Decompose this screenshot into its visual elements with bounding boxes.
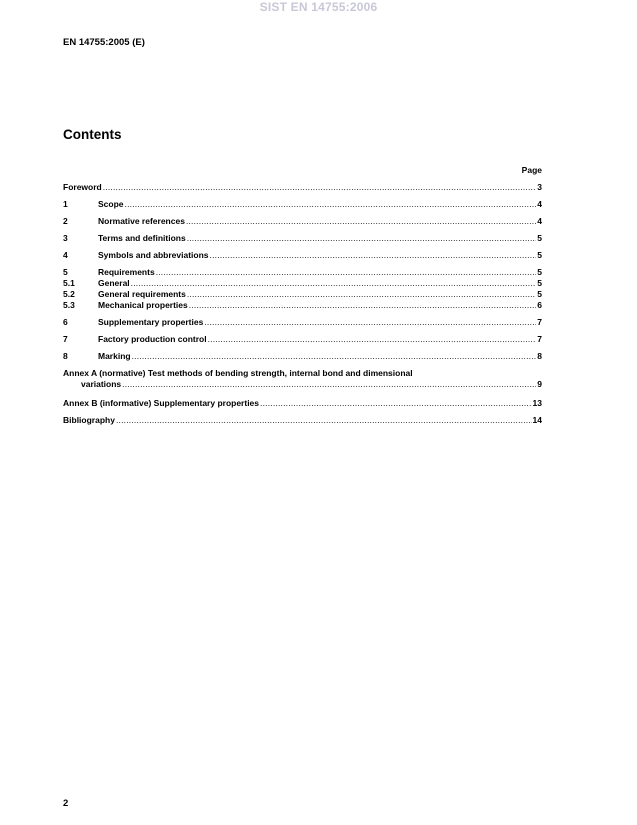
toc-leader-dots <box>116 415 532 426</box>
toc-entry-mechanical-properties[interactable] <box>63 300 542 311</box>
toc-entry-number: 5 <box>63 267 68 277</box>
toc-entry-terms-and-definitions[interactable] <box>63 233 542 244</box>
toc-leader-dots <box>103 182 537 193</box>
toc-entry-page: 6 <box>537 300 542 310</box>
toc-entry-label: Symbols and abbreviations <box>98 250 209 260</box>
toc-entry-supplementary-properties[interactable] <box>63 317 542 328</box>
toc-entry-general[interactable] <box>63 278 542 289</box>
toc-entry-number: 1 <box>63 199 68 209</box>
toc-entry-page: 9 <box>537 379 542 389</box>
toc-entry-number: 5.2 <box>63 289 75 299</box>
toc-leader-dots <box>131 278 537 289</box>
toc-leader-dots <box>260 398 532 409</box>
toc-entry-number: 4 <box>63 250 68 260</box>
toc-entry-page: 7 <box>537 334 542 344</box>
toc-entry-page: 5 <box>537 233 542 243</box>
toc-leader-dots <box>210 250 537 261</box>
toc-leader-dots <box>156 267 537 278</box>
toc-entry-label: Scope <box>98 199 124 209</box>
toc-entry-number: 5.3 <box>63 300 75 310</box>
toc-leader-dots <box>208 334 537 345</box>
toc-leader-dots <box>122 379 536 390</box>
toc-entry-number: 8 <box>63 351 68 361</box>
toc-leader-dots <box>189 300 537 311</box>
toc-entry-page: 8 <box>537 351 542 361</box>
toc-entry-label: Bibliography <box>63 415 115 425</box>
toc-entry-label: Terms and definitions <box>98 233 186 243</box>
toc-leader-dots <box>125 199 537 210</box>
toc-entry-page: 5 <box>537 289 542 299</box>
toc-entry-page: 14 <box>532 415 542 425</box>
toc-leader-dots <box>187 233 537 244</box>
toc-entry-label: Normative references <box>98 216 185 226</box>
toc-entry-page: 5 <box>537 278 542 288</box>
toc-entry-page: 5 <box>537 250 542 260</box>
toc-leader-dots <box>186 216 536 227</box>
toc-entry-label: Foreword <box>63 182 102 192</box>
toc-entry-label: Factory production control <box>98 334 207 344</box>
watermark: SIST EN 14755:2006 <box>259 0 378 14</box>
page-title: Contents <box>63 127 122 142</box>
toc-entry-number: 2 <box>63 216 68 226</box>
toc-entry-page: 4 <box>537 216 542 226</box>
toc-entry-annex-a[interactable] <box>63 379 542 390</box>
toc-entry-annex-a-title[interactable]: Annex A (normative) Test methods of bending strength, internal bond and dimensional <box>63 368 413 378</box>
toc-entry-number: 6 <box>63 317 68 327</box>
toc-leader-dots <box>132 351 537 362</box>
toc-entry-page: 13 <box>532 398 542 408</box>
toc-entry-label: Supplementary properties <box>98 317 204 327</box>
toc-entry-page: 5 <box>537 267 542 277</box>
toc-entry-marking[interactable] <box>63 351 542 362</box>
toc-leader-dots <box>187 289 536 300</box>
document-id: EN 14755:2005 (E) <box>63 37 145 48</box>
toc-entry-number: 7 <box>63 334 68 344</box>
toc-entry-page: 7 <box>537 317 542 327</box>
toc-entry-label: Annex B (informative) Supplementary properties <box>63 398 260 408</box>
toc-entry-number: 5.1 <box>63 278 75 288</box>
page-column-label: Page <box>521 165 542 175</box>
toc-entry-requirements[interactable] <box>63 267 542 278</box>
toc-entry-normative-references[interactable] <box>63 216 542 227</box>
toc-entry-symbols-and-abbreviations[interactable] <box>63 250 542 261</box>
toc-entry-number: 3 <box>63 233 68 243</box>
toc-entry-label: Mechanical properties <box>98 300 188 310</box>
toc-entry-scope[interactable] <box>63 199 542 210</box>
toc-entry-label: Requirements <box>98 267 155 277</box>
toc-entry-page: 3 <box>537 182 542 192</box>
toc-entry-annex-b[interactable] <box>63 398 542 409</box>
toc-leader-dots <box>204 317 536 328</box>
toc-entry-general-requirements[interactable] <box>63 289 542 300</box>
toc-entry-page: 4 <box>537 199 542 209</box>
toc-entry-foreword[interactable] <box>63 182 542 193</box>
toc-entry-factory-production-control[interactable] <box>63 334 542 345</box>
toc-entry-label: variations <box>81 379 122 389</box>
toc-entry-label: General <box>98 278 130 288</box>
toc-entry-label: Marking <box>98 351 131 361</box>
page-number: 2 <box>63 798 69 809</box>
toc-entry-label: General requirements <box>98 289 186 299</box>
toc-entry-bibliography[interactable] <box>63 415 542 426</box>
